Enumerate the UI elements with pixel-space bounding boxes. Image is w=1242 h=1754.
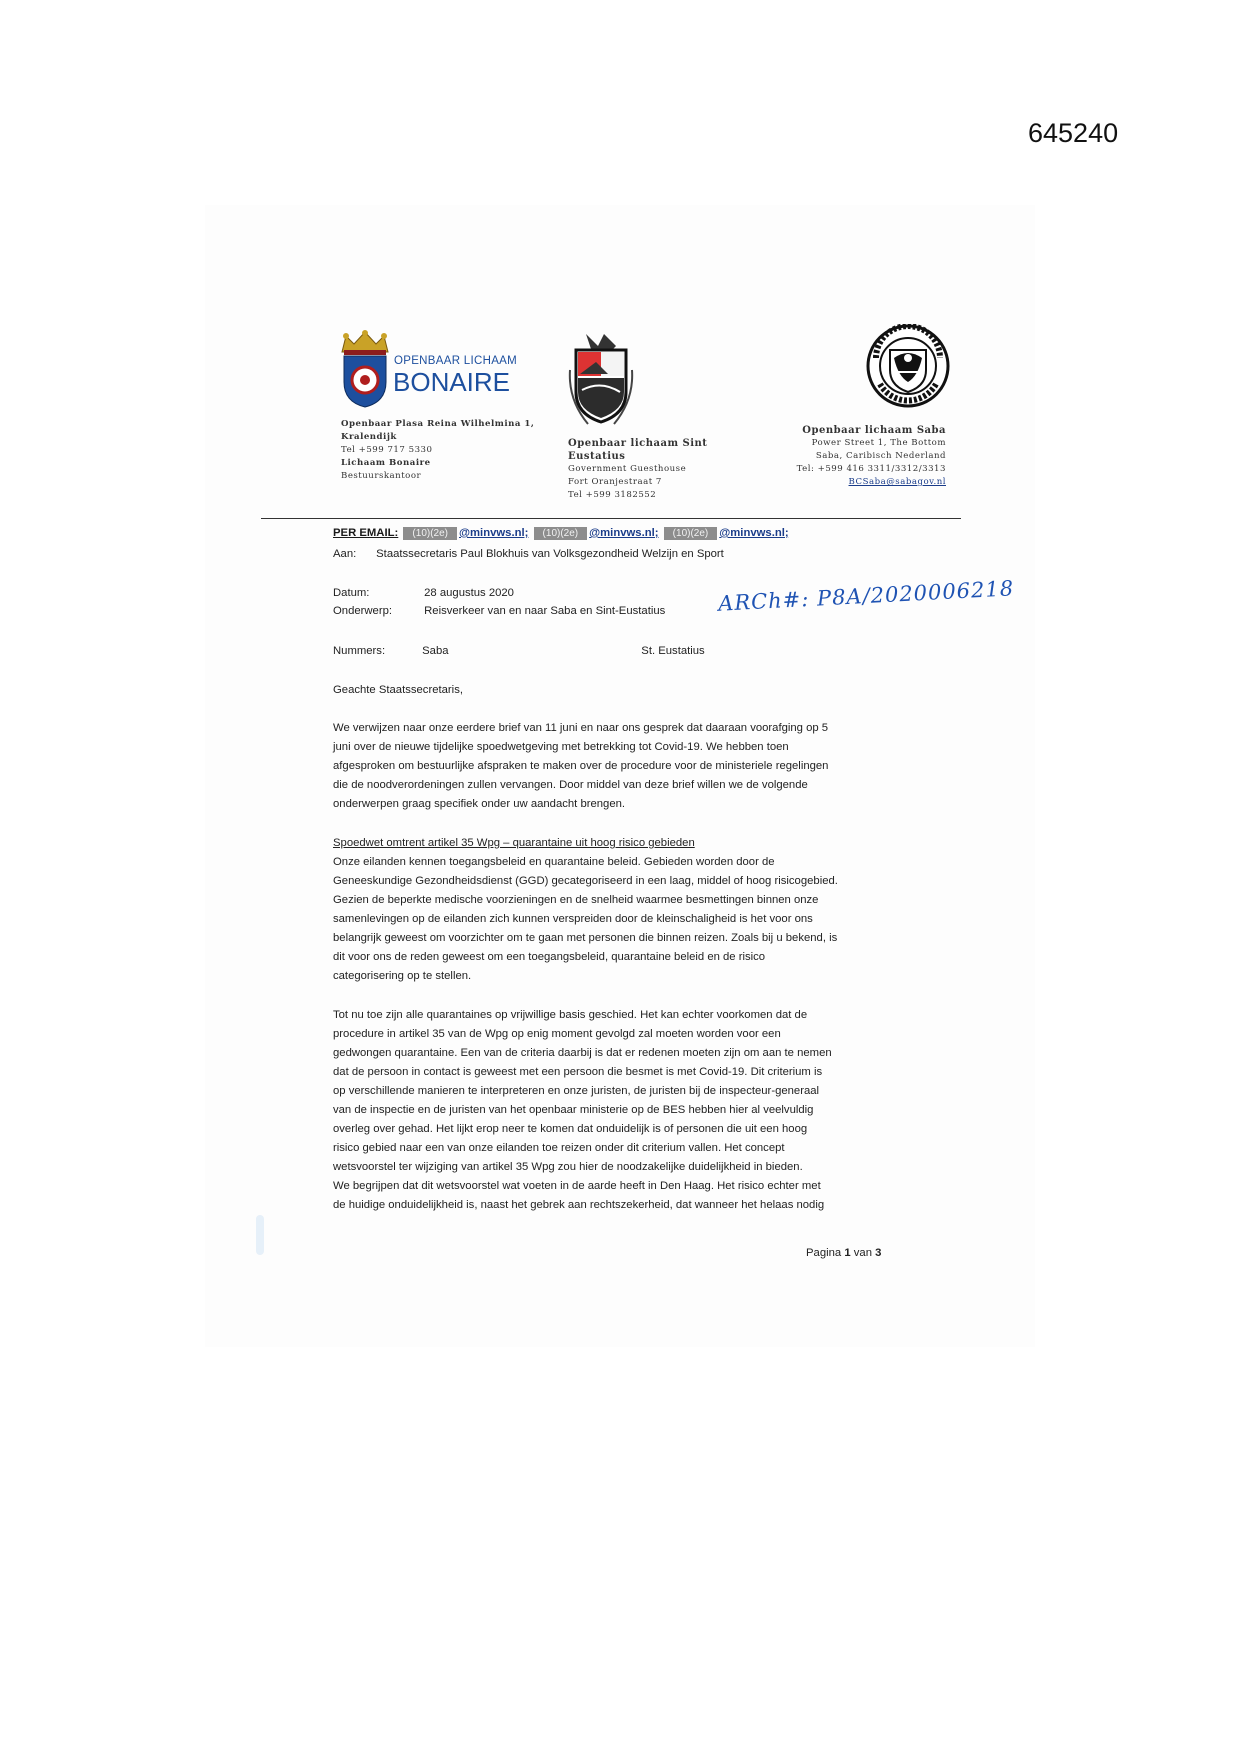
address-line: Tel: +599 416 3311/3312/3313 [796, 464, 946, 474]
text-line: samenlevingen op de eilanden zich kunnen verspreiden door de kleinschaligheid is het voor ons [333, 913, 813, 925]
text-line: overleg over gehad. Het lijkt erop neer te komen dat onduidelijk is of personen die uit een hoog [333, 1123, 808, 1135]
salutation: Geachte Staatssecretaris, [333, 684, 463, 696]
address-line: Lichaam Bonaire [341, 458, 431, 468]
bonaire-logo-line2: BONAIRE [393, 367, 511, 397]
text-line: juni over de nieuwe tijdelijke spoedwetgeving met betrekking tot Covid-19. We hebben toen [333, 741, 789, 753]
bonaire-address [341, 418, 571, 483]
scan-artifact [256, 1215, 264, 1255]
email-link[interactable]: @minvws.nl; [459, 527, 529, 539]
address-line: Eustatius [568, 451, 626, 462]
text-line: die de noodverordeningen zullen vervangen. Door middel van deze brief willen we de volgende [333, 779, 808, 791]
text-line: belangrijk geweest om voorzichter om te gaan met personen die binnen reizen. Zoals bij u bekend, is [333, 932, 838, 944]
numbers-row [333, 642, 833, 661]
redacted-address: (10)(2e) [664, 527, 718, 540]
text-line: We verwijzen naar onze eerdere brief van 11 juni en naar ons gesprek dat daaraan voorafging op 5 [333, 722, 829, 734]
date-row [333, 584, 514, 603]
page-footer [806, 1244, 881, 1263]
address-line: Fort Oranjestraat 7 [568, 477, 662, 487]
redacted-address: (10)(2e) [534, 527, 588, 540]
numbers-st-eustatius: St. Eustatius [641, 645, 705, 657]
address-line: Tel +599 3182552 [568, 490, 657, 500]
sint-eustatius-address [568, 437, 768, 502]
email-link[interactable]: @minvws.nl; [589, 527, 659, 539]
subject-label: Onderwerp: [333, 605, 393, 617]
address-line: Power Street 1, The Bottom [811, 438, 946, 448]
numbers-label: Nummers: [333, 645, 386, 657]
text-line: We begrijpen dat dit wetsvoorstel wat voeten in de aarde heeft in Den Haag. Het risico echter met [333, 1180, 821, 1192]
saba-seal-icon [866, 324, 950, 408]
text-line: procedure in artikel 35 van de Wpg op enig moment gevolgd zal moeten worden voor een [333, 1028, 781, 1040]
footer-prefix: Pagina [806, 1247, 842, 1259]
email-line [333, 527, 789, 540]
text-line: Tot nu toe zijn alle quarantaines op vrijwillige basis geschied. Het kan echter voorkomen dat de [333, 1009, 808, 1021]
text-line: van de inspectie en de juristen van het openbaar ministerie op de BES hebben hier al veelvuldig [333, 1104, 814, 1116]
paragraph-intro [333, 719, 913, 814]
text-line: dat de persoon in contact is geweest met een persoon die besmet is met Covid-19. Dit criterium is [333, 1066, 823, 1078]
redacted-address: (10)(2e) [403, 527, 457, 540]
address-line: Bestuurskantoor [341, 471, 422, 481]
address-line: Saba, Caribisch Nederland [815, 451, 946, 461]
email-link[interactable]: @minvws.nl; [719, 527, 789, 539]
text-line: onderwerpen graag specifiek onder uw aandacht brengen. [333, 798, 626, 810]
text-line: Gezien de beperkte medische voorzieningen en de snelheid waarmee besmettingen binnen onze [333, 894, 819, 906]
saba-email-link[interactable]: BCSaba@sabagov.nl [848, 477, 946, 487]
section-heading: Spoedwet omtrent artikel 35 Wpg – quarantaine uit hoog risico gebieden [333, 837, 695, 849]
address-line: Tel +599 717 5330 [341, 445, 433, 455]
subject-row [333, 602, 665, 621]
header-divider [261, 518, 961, 519]
recipient-label: Aan: [333, 548, 357, 560]
sint-eustatius-logo [568, 330, 634, 426]
address-line: Kralendijk [341, 432, 397, 442]
bonaire-logo [338, 330, 518, 408]
subject-value: Reisverkeer van en naar Saba en Sint-Eustatius [424, 605, 666, 617]
saba-address [760, 424, 946, 489]
text-line: Onze eilanden kennen toegangsbeleid en quarantaine beleid. Gebieden worden door de [333, 856, 775, 868]
text-line: risico gebied naar een van onze eilanden toe reizen onder dit criterium vallen. Het concept [333, 1142, 785, 1154]
saba-seal [866, 324, 950, 408]
footer-total: 3 [875, 1247, 882, 1259]
paragraph-access-policy [333, 853, 913, 986]
date-value: 28 augustus 2020 [424, 587, 514, 599]
handwritten-archive-note: ARCh#: P8A/2020006218 [717, 576, 1015, 616]
numbers-saba: Saba [422, 645, 449, 657]
sint-eustatius-coat-of-arms-icon [568, 330, 634, 426]
text-line: afgesproken om bestuurlijke afspraken te maken over de procedure voor de ministeriele regelingen [333, 760, 829, 772]
date-label: Datum: [333, 587, 370, 599]
text-line: wetsvoorstel ter wijziging van artikel 35 Wpg zou hier de noodzakelijke duidelijkheid in bieden. [333, 1161, 803, 1173]
per-email-label: PER EMAIL: [333, 527, 399, 539]
footer-middle: van [853, 1247, 872, 1259]
text-line: dit voor ons de reden geweest om een toegangsbeleid, quarantaine beleid en de risico [333, 951, 766, 963]
recipient-value: Staatssecretaris Paul Blokhuis van Volksgezondheid Welzijn en Sport [376, 548, 724, 560]
text-line: de huidige onduidelijkheid is, naast het gebrek aan rechtszekerheid, dat wanneer het helaas nodig [333, 1199, 825, 1211]
address-line: Government Guesthouse [568, 464, 687, 474]
address-line: Openbaar lichaam Saba [802, 425, 946, 436]
text-line: op verschillende manieren te interpreteren en onze juristen, de juristen bij de inspecteur-generaal [333, 1085, 820, 1097]
paragraph-quarantine [333, 1006, 913, 1215]
address-line: Openbaar Plasa Reina Wilhelmina 1, [341, 419, 535, 429]
text-line: Geneeskundige Gezondheidsdienst (GGD) gecategoriseerd in een laag, middel of hoog risicogebied. [333, 875, 838, 887]
document-number: 645240 [1028, 118, 1119, 148]
recipient-row [333, 545, 724, 564]
bonaire-coat-of-arms-icon [338, 330, 392, 408]
text-line: gedwongen quarantaine. Een van de criteria daarbij is dat er redenen moeten zijn om aan te nemen [333, 1047, 832, 1059]
footer-page: 1 [844, 1247, 851, 1259]
bonaire-logo-line1: OPENBAAR LICHAAM [394, 355, 518, 367]
address-line: Openbaar lichaam Sint [568, 438, 708, 449]
text-line: categorisering op te stellen. [333, 970, 472, 982]
